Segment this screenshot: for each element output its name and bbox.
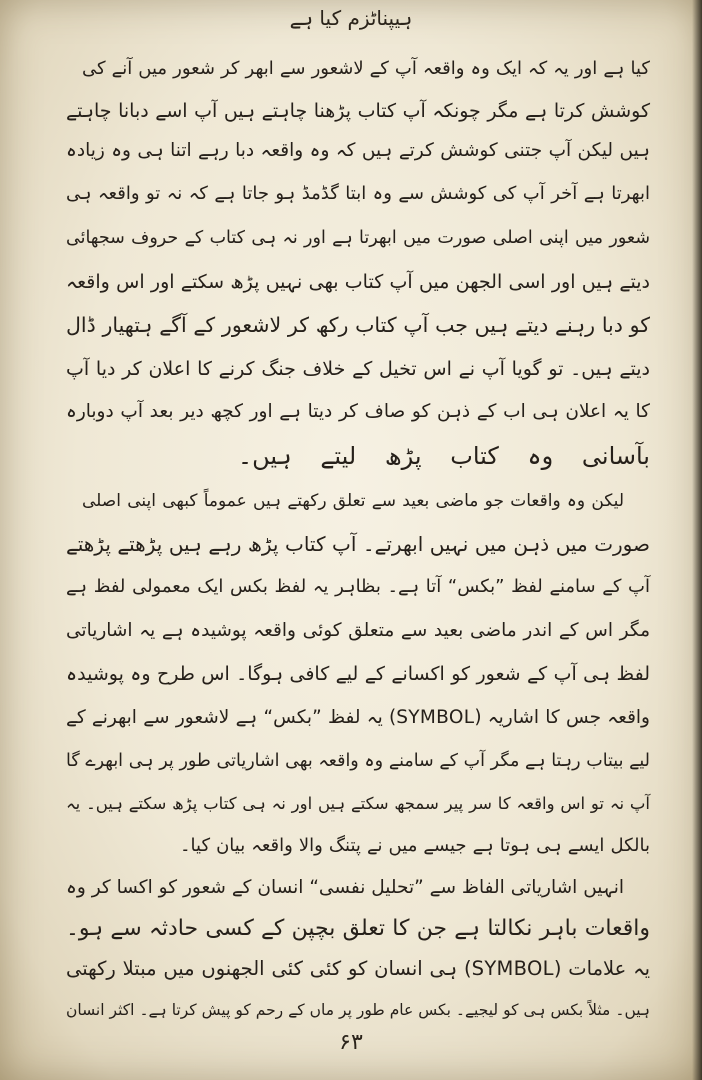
text-line: کو دبا رہنے دیتے ہیں جب آپ کتاب رکھ کر لاشعور کے آگے ہتھیار ڈال <box>66 313 650 337</box>
text-line: دیتے ہیں اور اسی الجھن میں آپ کتاب بھی نہیں پڑھ سکتے اور اس واقعہ <box>66 271 650 293</box>
text-line: یہ علامات (SYMBOL) ہی انسان کو کئی کئی الجھنوں میں مبتلا رکھتی <box>66 957 650 980</box>
text-line: شعور میں اپنی اصلی صورت میں ابھرتا ہے اور نہ ہی کتاب کے حروف سجھائی <box>66 228 650 248</box>
text-line: کیا ہے اور یہ کہ ایک وہ واقعہ آپ کے لاشعور سے ابھر کر شعور میں آنے کی <box>82 58 650 79</box>
text-line: لیکن وہ واقعات جو ماضی بعید سے تعلق رکھتے ہیں عموماً کبھی اپنی اصلی <box>82 491 624 511</box>
text-line: واقعات باہر نکالتا ہے جن کا تعلق بچپن کے کسی حادثہ سے ہو۔ <box>66 916 650 941</box>
text-line: ہیں۔ مثلاً بکس ہی کو لیجیے۔ بکس عام طور پر ماں کے رحم کو پیش کرتا ہے۔ اکثر انسان <box>66 1001 650 1019</box>
text-line: آپ نہ تو اس واقعہ کا سر پیر سمجھ سکتے ہیں اور نہ ہی کتاب پڑھ سکتے ہیں۔ یہ <box>66 794 650 813</box>
text-line: لیے بیتاب رہتا ہے مگر آپ کے سامنے وہ واقعہ بھی اشاریاتی طور پر ہی ابھرے گا <box>66 751 650 771</box>
text-line: انہیں اشاریاتی الفاظ سے ”تحلیل نفسی“ انسان کے شعور کو اکسا کر وہ <box>66 877 624 898</box>
text-line: ابھرتا ہے آخر آپ کی کوشش سے وہ ابتا گڈمڈ ہو جاتا ہے کہ نہ تو واقعہ ہی <box>66 183 650 204</box>
text-line: مگر اس کے اندر ماضی بعید سے متعلق کوئی واقعہ پوشیدہ ہے یہ اشاریاتی <box>66 620 650 641</box>
page-title: ہیپناٹزم کیا ہے <box>289 6 413 30</box>
text-line: واقعہ جس کا اشاریہ (SYMBOL) یہ لفظ ”بکس“ ہے لاشعور سے ابھرنے کے <box>66 707 650 728</box>
text-line: دیتے ہیں۔ تو گویا آپ نے اس تخیل کے خلاف جنگ کرنے کا اعلان کر دیا آپ <box>66 358 650 380</box>
text-line: لفظ ہی آپ کے شعور کو اکسانے کے لیے کافی ہوگا۔ اس طرح وہ پوشیدہ <box>66 663 650 685</box>
text-line: کا یہ اعلان ہی اب کے ذہن کو صاف کر دیتا ہے اور کچھ دیر بعد آپ دوبارہ <box>66 401 650 422</box>
text-line: بالکل ایسے ہی ہوتا ہے جیسے میں نے پتنگ والا واقعہ بیان کیا۔ <box>180 835 650 856</box>
text-line: کوشش کرتا ہے مگر چونکہ آپ کتاب پڑھنا چاہتے ہیں آپ اسے دبانا چاہتے <box>66 100 650 122</box>
text-line: ہیں لیکن آپ جتنی کوشش کرتے ہیں کہ وہ واقعہ دبا رہے اتنا ہی وہ زیادہ <box>66 140 650 161</box>
text-line: صورت میں ذہن میں نہیں ابھرتے۔ آپ کتاب پڑھ رہے ہیں پڑھتے پڑھتے <box>66 532 650 556</box>
text-line: آپ کے سامنے لفظ ”بکس“ آتا ہے۔ بظاہر یہ لفظ بکس ایک معمولی لفظ ہے <box>66 576 650 597</box>
text-line: بآسانی وہ کتاب پڑھ لیتے ہیں۔ <box>238 442 650 470</box>
page-number: ۶۳ <box>339 1030 363 1055</box>
